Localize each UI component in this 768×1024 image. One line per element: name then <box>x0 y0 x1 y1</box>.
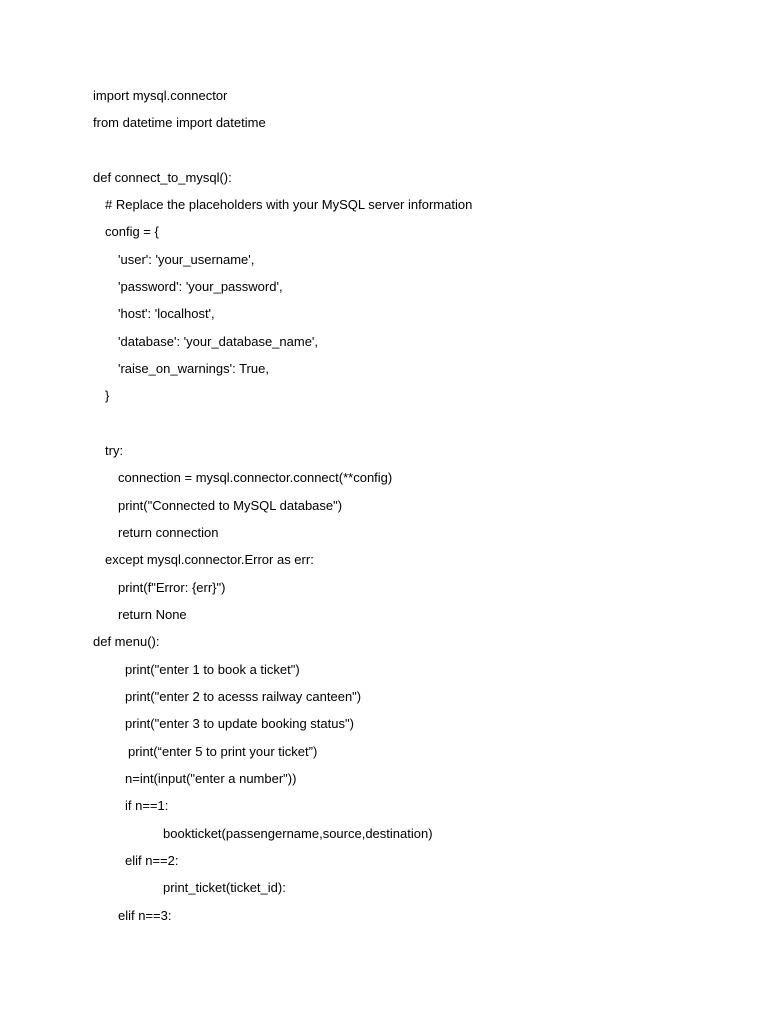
code-line: print("Connected to MySQL database") <box>118 498 343 513</box>
code-line: print("enter 3 to update booking status") <box>125 716 354 731</box>
code-line: 'password': 'your_password', <box>118 279 283 294</box>
code-line: } <box>105 388 110 403</box>
code-line: if n==1: <box>125 798 169 813</box>
code-line: connection = mysql.connector.connect(**config) <box>118 470 393 485</box>
code-line: except mysql.connector.Error as err: <box>105 552 314 567</box>
code-line: from datetime import datetime <box>93 115 266 130</box>
code-line: n=int(input("enter a number")) <box>125 771 297 786</box>
code-line: 'raise_on_warnings': True, <box>118 361 269 376</box>
code-line: try: <box>105 443 124 458</box>
code-line: 'user': 'your_username', <box>118 252 255 267</box>
code-line: bookticket(passengername,source,destination) <box>163 826 433 841</box>
code-line: return connection <box>118 525 219 540</box>
code-line: print("enter 2 to acesss railway canteen") <box>125 689 362 704</box>
code-line: print("enter 1 to book a ticket") <box>125 662 300 677</box>
code-line: print(“enter 5 to print your ticket”) <box>128 744 318 759</box>
code-line: 'database': 'your_database_name', <box>118 334 319 349</box>
code-line: print(f"Error: {err}") <box>118 580 226 595</box>
code-line: elif n==2: <box>125 853 179 868</box>
code-line: elif n==3: <box>118 908 172 923</box>
code-line: def menu(): <box>93 634 160 649</box>
code-line: return None <box>118 607 187 622</box>
code-comment-line: # Replace the placeholders with your MySQL server information <box>105 197 473 212</box>
code-line: import mysql.connector <box>93 88 228 103</box>
code-line: def connect_to_mysql(): <box>93 170 232 185</box>
code-line: 'host': 'localhost', <box>118 306 215 321</box>
code-line: print_ticket(ticket_id): <box>163 880 286 895</box>
code-line: config = { <box>105 224 159 239</box>
